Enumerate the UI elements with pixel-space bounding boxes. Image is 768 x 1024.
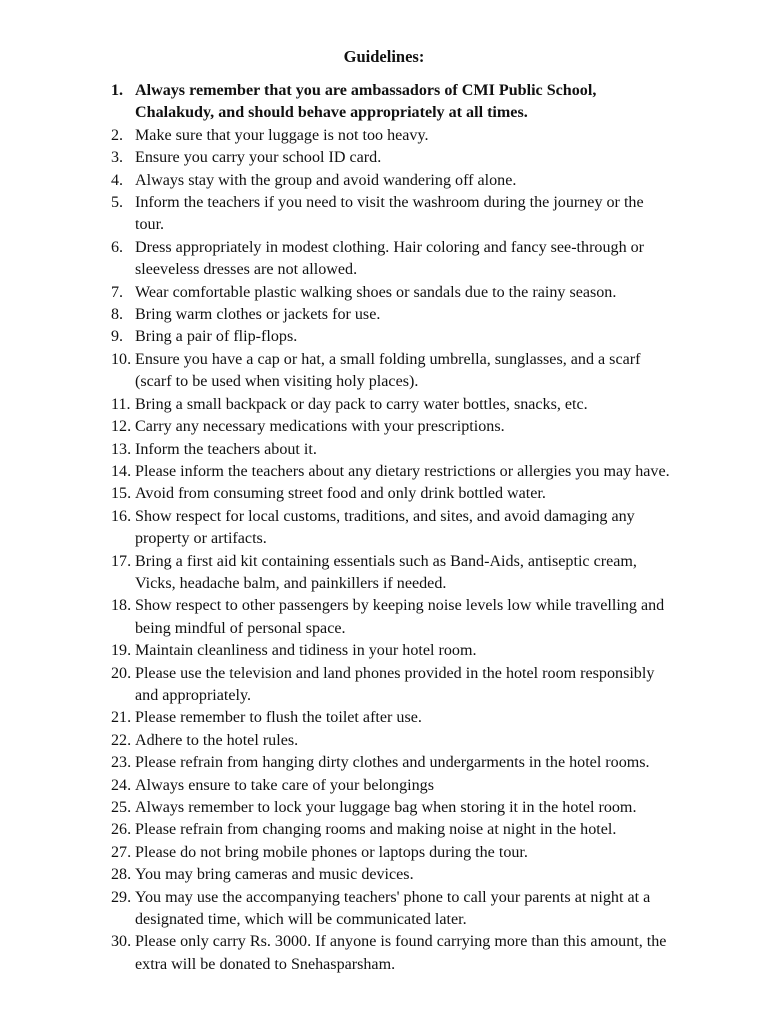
list-item-text-line: Chalakudy, and should behave appropriately at all times. xyxy=(135,104,528,122)
list-item-number: 28. xyxy=(111,866,132,884)
list-item-text-line: Bring a small backpack or day pack to carry water bottles, snacks, etc. xyxy=(135,395,588,413)
list-item-number: 12. xyxy=(111,418,132,436)
list-item-number: 27. xyxy=(111,843,132,861)
list-item xyxy=(0,752,768,774)
list-item xyxy=(0,80,768,125)
list-item-text-line: Vicks, headache balm, and painkillers if needed. xyxy=(135,574,447,592)
list-item xyxy=(0,842,768,864)
list-item xyxy=(0,887,768,932)
list-item xyxy=(0,483,768,505)
list-item-text-line: Please only carry Rs. 3000. If anyone is found carrying more than this amount, the xyxy=(135,933,667,951)
list-item-text-line: Please remember to flush the toilet after use. xyxy=(135,709,422,727)
list-item-text-line: (scarf to be used when visiting holy places). xyxy=(135,373,419,391)
list-item-number: 19. xyxy=(111,642,132,660)
list-item xyxy=(0,125,768,147)
list-item-text-line: extra will be donated to Snehasparsham. xyxy=(135,955,396,973)
list-item-number: 15. xyxy=(111,485,132,503)
list-item-text-line: Please refrain from hanging dirty clothes and undergarments in the hotel rooms. xyxy=(135,754,650,772)
list-item-text-line: Always stay with the group and avoid wandering off alone. xyxy=(135,171,517,189)
list-item-text-line: being mindful of personal space. xyxy=(135,619,346,637)
list-item xyxy=(0,282,768,304)
list-item-number: 24. xyxy=(111,776,132,794)
list-item xyxy=(0,349,768,394)
list-item-number: 29. xyxy=(111,888,132,906)
list-item-text-line: Show respect to other passengers by keeping noise levels low while travelling and xyxy=(135,597,665,615)
list-item-number: 5. xyxy=(111,194,124,212)
list-item-text-line: You may bring cameras and music devices. xyxy=(135,866,414,884)
list-item-text-line: Ensure you have a cap or hat, a small folding umbrella, sunglasses, and a scarf xyxy=(135,350,641,368)
list-item-text-line: Always ensure to take care of your belongings xyxy=(135,776,434,794)
list-item xyxy=(0,192,768,237)
list-item-text-line: Adhere to the hotel rules. xyxy=(135,731,299,749)
list-item-text-line: Dress appropriately in modest clothing. Hair coloring and fancy see-through or xyxy=(135,238,645,256)
guidelines-list xyxy=(0,80,768,976)
list-item-number: 4. xyxy=(111,171,124,189)
list-item-text-line: Please refrain from changing rooms and making noise at night in the hotel. xyxy=(135,821,617,839)
list-item-number: 11. xyxy=(111,395,131,413)
list-item-text-line: Bring a first aid kit containing essentials such as Band-Aids, antiseptic cream, xyxy=(135,552,637,570)
list-item xyxy=(0,394,768,416)
list-item-number: 26. xyxy=(111,821,132,839)
list-item-text-line: Inform the teachers if you need to visit the washroom during the journey or the xyxy=(135,194,644,212)
list-item xyxy=(0,797,768,819)
list-item-text-line: tour. xyxy=(135,216,165,234)
list-item-number: 14. xyxy=(111,462,132,480)
list-item-number: 8. xyxy=(111,306,124,324)
list-item xyxy=(0,640,768,662)
list-item xyxy=(0,304,768,326)
list-item-text-line: Bring warm clothes or jackets for use. xyxy=(135,306,381,324)
list-item-number: 13. xyxy=(111,440,132,458)
page-title xyxy=(0,46,768,68)
list-item xyxy=(0,461,768,483)
list-item xyxy=(0,931,768,976)
list-item-text-line: Bring a pair of flip-flops. xyxy=(135,328,298,346)
list-item-text-line: property or artifacts. xyxy=(135,530,267,548)
list-item-text-line: sleeveless dresses are not allowed. xyxy=(135,261,358,279)
list-item-number: 1. xyxy=(111,82,124,99)
list-item-number: 9. xyxy=(111,328,124,346)
list-item-number: 20. xyxy=(111,664,132,682)
list-item xyxy=(0,416,768,438)
list-item-text-line: Wear comfortable plastic walking shoes or sandals due to the rainy season. xyxy=(135,283,617,301)
list-item-text-line: You may use the accompanying teachers' phone to call your parents at night at a xyxy=(135,888,651,906)
list-item-text-line: Ensure you carry your school ID card. xyxy=(135,149,382,167)
title-text: Guidelines: xyxy=(343,47,425,66)
list-item-text-line: designated time, which will be communicated later. xyxy=(135,911,467,929)
list-item xyxy=(0,551,768,596)
list-item-number: 7. xyxy=(111,283,124,301)
list-item-text-line: Avoid from consuming street food and only drink bottled water. xyxy=(135,485,546,503)
list-item xyxy=(0,663,768,708)
list-item xyxy=(0,775,768,797)
list-item-text-line: Please use the television and land phones provided in the hotel room responsibly xyxy=(135,664,655,682)
list-item-text-line: Carry any necessary medications with your prescriptions. xyxy=(135,418,505,436)
list-item-number: 2. xyxy=(111,126,124,144)
list-item-text-line: Show respect for local customs, traditions, and sites, and avoid damaging any xyxy=(135,507,635,525)
list-item-number: 23. xyxy=(111,754,132,772)
list-item-number: 10. xyxy=(111,350,132,368)
list-item-number: 6. xyxy=(111,238,124,256)
list-item-number: 18. xyxy=(111,597,132,615)
list-item-number: 21. xyxy=(111,709,132,727)
list-item-text-line: Please do not bring mobile phones or laptops during the tour. xyxy=(135,843,528,861)
list-item xyxy=(0,864,768,886)
list-item-number: 16. xyxy=(111,507,132,525)
list-item-number: 30. xyxy=(111,933,132,951)
list-item xyxy=(0,170,768,192)
list-item xyxy=(0,707,768,729)
list-item xyxy=(0,439,768,461)
list-item-text-line: Always remember that you are ambassadors of CMI Public School, xyxy=(135,82,597,99)
list-item-text-line: Inform the teachers about it. xyxy=(135,440,317,458)
list-item-number: 25. xyxy=(111,799,132,816)
list-item-text-line: Always remember to lock your luggage bag when storing it in the hotel room. xyxy=(135,799,637,816)
list-item-text-line: Maintain cleanliness and tidiness in your hotel room. xyxy=(135,642,477,660)
list-item-text-line: Please inform the teachers about any dietary restrictions or allergies you may have. xyxy=(135,462,670,480)
list-item xyxy=(0,326,768,348)
list-item xyxy=(0,147,768,169)
list-item-text-line: Make sure that your luggage is not too heavy. xyxy=(135,126,429,144)
list-item xyxy=(0,595,768,640)
list-item-number: 3. xyxy=(111,149,124,167)
list-item-number: 17. xyxy=(111,552,132,570)
list-item xyxy=(0,819,768,841)
list-item xyxy=(0,730,768,752)
list-item-number: 22. xyxy=(111,731,132,749)
list-item-text-line: and appropriately. xyxy=(135,686,252,704)
list-item xyxy=(0,506,768,551)
list-item xyxy=(0,237,768,282)
